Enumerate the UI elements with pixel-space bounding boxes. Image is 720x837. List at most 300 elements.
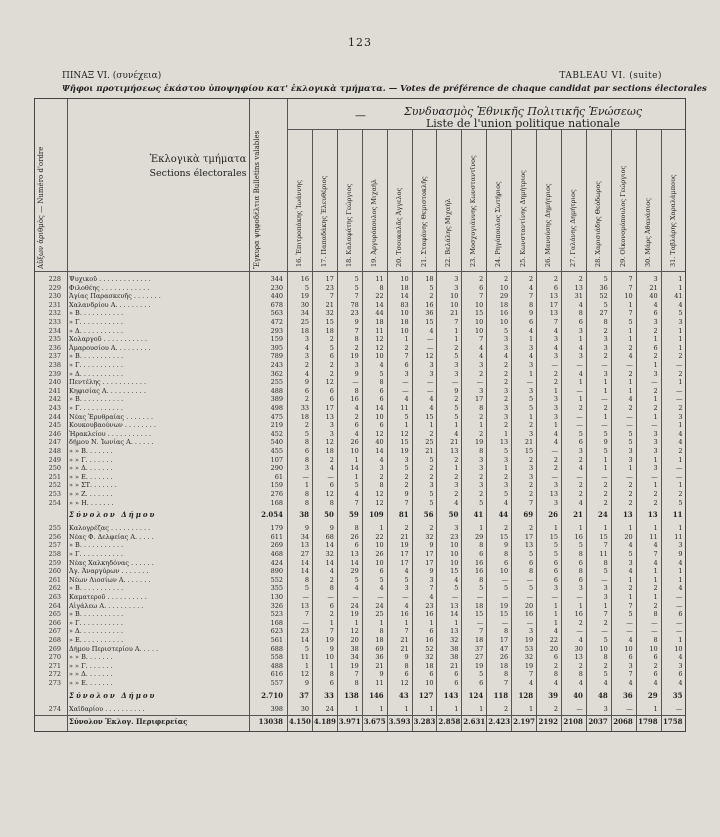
vote-cell: 33 xyxy=(324,690,334,700)
vote-cell: 23 xyxy=(425,601,434,610)
vote-cell: 23 xyxy=(350,309,359,318)
vote-cell: 19 xyxy=(325,636,334,644)
vote-cell: 1 xyxy=(628,593,633,601)
vote-cell: 13 xyxy=(350,550,359,558)
vote-cell: 18 xyxy=(499,661,509,670)
vote-cell: 2068 xyxy=(613,716,633,726)
vote-cell: 5 xyxy=(528,550,534,558)
vote-cell: 4 xyxy=(628,395,633,404)
vote-cell: 5 xyxy=(354,283,359,292)
vote-cell: 6 xyxy=(553,283,558,292)
vote-cell: 1 xyxy=(454,335,459,344)
row-number: 231 xyxy=(48,300,61,309)
vote-cell: 11 xyxy=(375,275,384,283)
vote-cell: — xyxy=(651,472,658,481)
vote-cell: 3 xyxy=(553,412,558,421)
vote-cell: 8 xyxy=(329,584,334,593)
vote-cell: — xyxy=(427,343,434,352)
vote-cell: 5 xyxy=(354,575,359,584)
vote-cell: 81 xyxy=(398,510,409,520)
valid-ballots-cell: 523 xyxy=(270,610,283,619)
vote-cell: 3 xyxy=(528,472,534,481)
vote-cell: 2 xyxy=(628,343,633,352)
candidate-header: 29. Οἰκονομόπουλος Γεώργιος xyxy=(618,165,627,267)
vote-cell: 4 xyxy=(479,343,484,352)
vote-cell: 10 xyxy=(499,318,509,326)
vote-cell: 5 xyxy=(479,670,484,679)
vote-cell: 4 xyxy=(578,679,583,687)
vote-cell: 1 xyxy=(653,575,658,584)
valid-ballots-cell: 488 xyxy=(270,386,283,395)
vote-cell: 37 xyxy=(299,690,309,700)
section-name: » Β. . . . . . . . . . . xyxy=(69,541,124,550)
vote-cell: 14 xyxy=(300,636,309,644)
vote-cell: 1 xyxy=(454,326,459,335)
valid-ballots-cell: 243 xyxy=(270,361,283,369)
vote-cell: 3 xyxy=(504,481,509,490)
vote-cell: 13 xyxy=(450,601,459,610)
vote-cell: 4 xyxy=(578,369,583,378)
vote-cell: 2 xyxy=(528,524,534,533)
vote-cell: 3 xyxy=(603,584,608,593)
column-divider xyxy=(461,129,462,731)
row-number: 273 xyxy=(48,679,61,687)
vote-cell: 3 xyxy=(504,404,509,412)
vote-cell: 1 xyxy=(304,481,309,490)
vote-cell: 5 xyxy=(429,455,434,464)
vote-cell: 16 xyxy=(499,309,509,318)
candidate-header: 18. Καλαφάτης Γεώργιος xyxy=(344,183,353,267)
vote-cell: 10 xyxy=(450,558,459,567)
vote-cell: — xyxy=(676,472,683,481)
vote-cell: 10 xyxy=(450,300,459,309)
vote-cell: 10 xyxy=(674,644,683,653)
vote-cell: 6 xyxy=(528,558,534,567)
vote-cell: 1 xyxy=(528,704,534,713)
vote-cell: 1 xyxy=(678,567,683,576)
vote-cell: 4 xyxy=(454,575,459,584)
vote-cell: 1 xyxy=(354,472,359,481)
section-name: » » Γ. . . . . . . xyxy=(69,661,113,670)
vote-cell: 7 xyxy=(404,627,409,636)
vote-cell: 27 xyxy=(475,653,484,662)
header-right: TABLEAU VI. (suite) xyxy=(559,71,662,81)
vote-cell: 4 xyxy=(653,300,658,309)
valid-ballots-cell: 468 xyxy=(270,550,283,558)
vote-cell: 3 xyxy=(603,369,608,378)
valid-ballots-cell: 219 xyxy=(270,421,283,430)
valid-ballots-cell: 107 xyxy=(270,455,283,464)
vote-cell: 2 xyxy=(678,447,683,455)
vote-cell: 13 xyxy=(499,438,509,447)
vote-cell: 8 xyxy=(304,438,309,447)
section-name: » Β. . . . . . . . . . . xyxy=(69,395,124,404)
vote-cell: 2 xyxy=(479,429,484,438)
vote-cell: 4 xyxy=(628,679,633,687)
section-name: Ψυχικοῦ . . . . . . . . . . . . . xyxy=(69,275,151,283)
vote-cell: 1758 xyxy=(663,716,683,726)
vote-cell: 24 xyxy=(598,510,608,520)
vote-cell: 37 xyxy=(475,644,484,653)
vote-cell: 6 xyxy=(578,575,583,584)
row-number: 239 xyxy=(48,369,61,378)
section-name: » Γ. . . . . . . . . . . xyxy=(69,618,123,627)
vote-cell: 3 xyxy=(404,369,409,378)
vote-cell: 23 xyxy=(325,283,334,292)
vote-cell: 5 xyxy=(603,300,608,309)
vote-cell: 2 xyxy=(454,472,459,481)
vote-cell: 13 xyxy=(300,541,309,550)
vote-cell: 1 xyxy=(578,524,583,533)
vote-cell: 2 xyxy=(454,343,459,352)
vote-cell: 1 xyxy=(653,704,658,713)
vote-cell: 34 xyxy=(300,309,309,318)
vote-cell: 8 xyxy=(653,636,658,644)
vote-cell: — xyxy=(476,618,484,627)
vote-cell: — xyxy=(576,361,583,369)
vote-cell: 5 xyxy=(504,447,509,455)
row-divider xyxy=(35,715,685,716)
vote-cell: 9 xyxy=(354,318,359,326)
vote-cell: 4 xyxy=(304,343,309,352)
vote-cell: 3 xyxy=(553,481,558,490)
vote-cell: 3 xyxy=(653,447,658,455)
vote-cell: 4 xyxy=(379,361,384,369)
vote-cell: — xyxy=(501,618,509,627)
vote-cell: 109 xyxy=(369,510,384,520)
column-divider xyxy=(337,129,338,731)
vote-cell: — xyxy=(626,472,633,481)
vote-cell: 5 xyxy=(404,412,409,421)
vote-cell: 1 xyxy=(653,395,658,404)
vote-cell: 1 xyxy=(628,300,633,309)
vote-cell: 2 xyxy=(454,490,459,498)
vote-cell: 50 xyxy=(448,510,459,520)
vote-cell: 18 xyxy=(400,318,409,326)
valid-ballots-cell: 355 xyxy=(270,584,283,593)
vote-cell: 1 xyxy=(603,386,608,395)
vote-cell: 18 xyxy=(425,661,434,670)
vote-cell: 32 xyxy=(425,653,434,662)
vote-cell: — xyxy=(626,618,633,627)
vote-cell: 9 xyxy=(329,524,334,533)
row-number: 230 xyxy=(48,292,61,301)
section-name: » Β. . . . . . . . . . . xyxy=(69,309,124,318)
valid-ballots-cell: 2.054 xyxy=(261,510,283,520)
vote-cell: 1 xyxy=(553,618,558,627)
valid-ballots-cell: 563 xyxy=(270,309,283,318)
vote-cell: 19 xyxy=(300,292,309,301)
vote-cell: 8 xyxy=(479,404,484,412)
vote-cell: 4 xyxy=(578,300,583,309)
candidate-header: 23. Μοσχογιάννης Κωνσταντῖνος xyxy=(469,155,478,267)
vote-cell: 3 xyxy=(603,704,608,713)
vote-cell: 1 xyxy=(628,335,633,344)
vote-cell: 10 xyxy=(475,326,484,335)
row-number: 260 xyxy=(48,567,61,576)
vote-cell: 7 xyxy=(628,309,633,318)
vote-cell: — xyxy=(676,601,683,610)
vote-cell: 2 xyxy=(553,378,558,387)
vote-cell: 7 xyxy=(603,610,608,619)
row-number: 241 xyxy=(48,386,61,395)
vote-cell: 5 xyxy=(429,283,434,292)
vote-cell: 3 xyxy=(354,361,359,369)
vote-cell: 1 xyxy=(653,524,658,533)
vote-cell: 24 xyxy=(325,704,334,713)
vote-cell: 30 xyxy=(574,644,583,653)
section-name: » » Ζ. . . . . . . xyxy=(69,490,113,498)
column-divider xyxy=(661,129,662,731)
vote-cell: 3 xyxy=(553,404,558,412)
vote-cell: 11 xyxy=(300,653,309,662)
vote-cell: 8 xyxy=(479,447,484,455)
vote-cell: 8 xyxy=(329,498,334,507)
vote-cell: 5 xyxy=(628,318,633,326)
vote-cell: 40 xyxy=(375,438,384,447)
vote-cell: 10 xyxy=(450,292,459,301)
vote-cell: 1 xyxy=(504,429,509,438)
vote-cell: 4 xyxy=(578,464,583,473)
vote-cell: 3 xyxy=(504,455,509,464)
section-name: Ἁγίας Παρασκευῆς . . . . . . . xyxy=(69,292,161,301)
vote-cell: 4 xyxy=(354,584,359,593)
vote-cell: 2 xyxy=(578,618,583,627)
vote-cell: 2 xyxy=(603,490,608,498)
vote-cell: 14 xyxy=(375,300,384,309)
vote-cell: 17 xyxy=(549,300,558,309)
vote-cell: 7 xyxy=(404,352,409,361)
vote-cell: 2 xyxy=(578,275,583,283)
vote-cell: 7 xyxy=(479,292,484,301)
valid-ballots-cell: 230 xyxy=(270,283,283,292)
vote-cell: 4 xyxy=(454,429,459,438)
vote-cell: 13 xyxy=(524,541,534,550)
column-divider xyxy=(387,129,388,731)
section-name: » » Β. . . . . . . xyxy=(69,653,113,662)
vote-cell: 40 xyxy=(573,690,583,700)
valid-ballots-cell: 179 xyxy=(270,524,283,533)
vote-cell: 5 xyxy=(454,584,459,593)
vote-cell: 11 xyxy=(649,532,658,541)
vote-cell: 4 xyxy=(578,636,583,644)
vote-cell: 26 xyxy=(499,653,509,662)
vote-cell: 11 xyxy=(400,404,409,412)
vote-cell: 78 xyxy=(350,300,359,309)
valid-ballots-cell: 452 xyxy=(270,429,283,438)
vote-cell: 3 xyxy=(454,283,459,292)
candidate-header: 28. Χαρισιάδης Θεόδωρος xyxy=(593,181,602,267)
vote-cell: 23 xyxy=(300,627,309,636)
order-number-label: Αὔξων ἀριθμὸς — Numéro d'ordre xyxy=(37,146,45,269)
vote-cell: 3 xyxy=(429,369,434,378)
sections-heading-fr: Sections électorales xyxy=(149,168,247,179)
vote-cell: 4 xyxy=(678,653,683,662)
section-name: » » Ε. . . . . . . xyxy=(69,472,113,481)
valid-ballots-cell: 362 xyxy=(270,369,283,378)
vote-cell: 6 xyxy=(304,447,309,455)
vote-cell: 2 xyxy=(578,404,583,412)
vote-cell: 3 xyxy=(628,447,633,455)
vote-cell: 2 xyxy=(678,352,683,361)
vote-cell: 59 xyxy=(349,510,359,520)
vote-cell: 2 xyxy=(454,395,459,404)
vote-cell: 2 xyxy=(528,490,534,498)
row-number: 234 xyxy=(48,326,61,335)
vote-cell: 21 xyxy=(450,661,459,670)
coalition-dash: — xyxy=(355,109,366,122)
vote-cell: 20 xyxy=(624,532,633,541)
column-divider xyxy=(362,129,363,731)
vote-cell: 3 xyxy=(553,352,558,361)
column-divider xyxy=(436,129,437,731)
vote-cell: 8 xyxy=(504,670,509,679)
valid-ballots-cell: 61 xyxy=(274,472,283,481)
vote-cell: 2 xyxy=(653,326,658,335)
vote-cell: 3 xyxy=(304,464,309,473)
vote-cell: 29 xyxy=(499,292,509,301)
vote-cell: 10 xyxy=(375,352,384,361)
vote-cell: — xyxy=(651,618,658,627)
vote-cell: 1 xyxy=(678,455,683,464)
vote-cell: 8 xyxy=(603,318,608,326)
column-divider xyxy=(67,99,68,731)
row-number: 262 xyxy=(48,584,61,593)
vote-cell: 7 xyxy=(329,627,334,636)
vote-cell: 2 xyxy=(628,498,633,507)
vote-cell: 3 xyxy=(653,369,658,378)
vote-cell: 1 xyxy=(404,618,409,627)
vote-cell: 7 xyxy=(528,292,534,301)
vote-cell: 26 xyxy=(350,532,359,541)
vote-cell: — xyxy=(676,464,683,473)
vote-cell: 3.283 xyxy=(413,716,436,726)
vote-cell: 4.150 xyxy=(289,716,311,726)
subtotal-row xyxy=(35,691,685,700)
row-number: 249 xyxy=(48,455,61,464)
vote-cell: 38 xyxy=(299,510,309,520)
row-number: 246 xyxy=(48,429,61,438)
vote-cell: 6 xyxy=(379,395,384,404)
vote-cell: 3 xyxy=(329,421,334,430)
vote-cell: 1 xyxy=(578,378,583,387)
vote-cell: 17 xyxy=(325,275,334,283)
valid-ballots-cell: 2.710 xyxy=(261,690,283,700)
vote-cell: 7 xyxy=(354,292,359,301)
vote-cell: 8 xyxy=(404,661,409,670)
vote-cell: 8 xyxy=(304,490,309,498)
vote-cell: 4 xyxy=(678,438,683,447)
vote-cell: 13 xyxy=(574,283,583,292)
vote-cell: 3 xyxy=(653,275,658,283)
valid-ballots-label: Ἔγκυρα ψηφοδέλτια Bulletins valables xyxy=(253,130,261,269)
vote-cell: 5 xyxy=(628,610,633,619)
vote-cell: 2 xyxy=(553,661,558,670)
vote-cell: 5 xyxy=(603,447,608,455)
vote-cell: 9 xyxy=(329,644,334,653)
vote-cell: 7 xyxy=(603,541,608,550)
vote-cell: 15 xyxy=(549,532,558,541)
sections-heading-gr: Ἐκλογικὰ τμήματα xyxy=(149,154,247,165)
vote-cell: — xyxy=(576,593,583,601)
column-divider xyxy=(412,129,413,731)
vote-cell: 19 xyxy=(350,661,359,670)
vote-cell: 18 xyxy=(475,636,484,644)
valid-ballots-cell: 455 xyxy=(270,447,283,455)
vote-cell: 32 xyxy=(425,532,434,541)
vote-cell: 13 xyxy=(574,653,583,662)
vote-cell: 8 xyxy=(304,455,309,464)
row-number: 257 xyxy=(48,541,61,550)
vote-cell: — xyxy=(601,421,608,430)
vote-cell: 128 xyxy=(518,690,534,700)
vote-cell: 11 xyxy=(674,532,683,541)
vote-cell: 7 xyxy=(404,498,409,507)
vote-cell: 19 xyxy=(475,661,484,670)
vote-cell: 4.189 xyxy=(313,716,336,726)
vote-cell: 6 xyxy=(653,653,658,662)
vote-cell: 4 xyxy=(678,584,683,593)
column-divider xyxy=(586,129,587,731)
vote-cell: 1 xyxy=(678,575,683,584)
vote-cell: — xyxy=(576,472,583,481)
vote-cell: 2 xyxy=(304,361,309,369)
vote-cell: 5 xyxy=(354,481,359,490)
row-number: 248 xyxy=(48,447,61,455)
vote-cell: — xyxy=(676,627,683,636)
vote-cell: 27 xyxy=(599,309,608,318)
vote-cell: 3 xyxy=(528,361,534,369)
valid-ballots-cell: 498 xyxy=(270,404,283,412)
vote-cell: 8 xyxy=(553,670,558,679)
vote-cell: 4 xyxy=(628,636,633,644)
vote-cell: 18 xyxy=(300,326,309,335)
vote-cell: 13 xyxy=(622,510,633,520)
section-name: » Β. . . . . . . . . . . xyxy=(69,352,124,361)
vote-cell: 8 xyxy=(354,679,359,687)
row-number: 236 xyxy=(48,343,61,352)
vote-cell: — xyxy=(651,421,658,430)
vote-cell: 8 xyxy=(479,541,484,550)
vote-cell: 1 xyxy=(603,464,608,473)
vote-cell: 2 xyxy=(603,481,608,490)
vote-cell: 3 xyxy=(429,575,434,584)
row-number: 267 xyxy=(48,627,61,636)
vote-cell: 36 xyxy=(622,690,633,700)
vote-cell: 19 xyxy=(475,438,484,447)
vote-cell: 10 xyxy=(599,644,608,653)
section-name: » Δ. . . . . . . . . . . xyxy=(69,369,124,378)
section-name: Ἀμαρουσίου Α. . . . . . . . . xyxy=(69,343,151,352)
section-name: Αἰγάλεω Α. . . . . . . . . . xyxy=(69,601,144,610)
vote-cell: 3 xyxy=(653,464,658,473)
vote-cell: 17 xyxy=(400,558,409,567)
vote-cell: 2037 xyxy=(588,716,608,726)
vote-cell: 12 xyxy=(425,352,434,361)
vote-cell: 32 xyxy=(325,550,334,558)
vote-cell: 2 xyxy=(603,618,608,627)
sections-heading xyxy=(133,153,263,181)
vote-cell: 5 xyxy=(528,395,534,404)
section-name: Νέας Ἐρυθραίας . . . . . . . xyxy=(69,412,154,421)
vote-cell: 5 xyxy=(479,584,484,593)
section-name: Νέας Χαλκηδόνας . . . . . . xyxy=(69,558,154,567)
vote-cell: 2 xyxy=(578,481,583,490)
vote-cell: 14 xyxy=(325,558,334,567)
vote-cell: 9 xyxy=(304,378,309,387)
vote-cell: 3 xyxy=(603,593,608,601)
section-name: Κουκουβαούνων . . . . . . . . xyxy=(69,421,156,430)
